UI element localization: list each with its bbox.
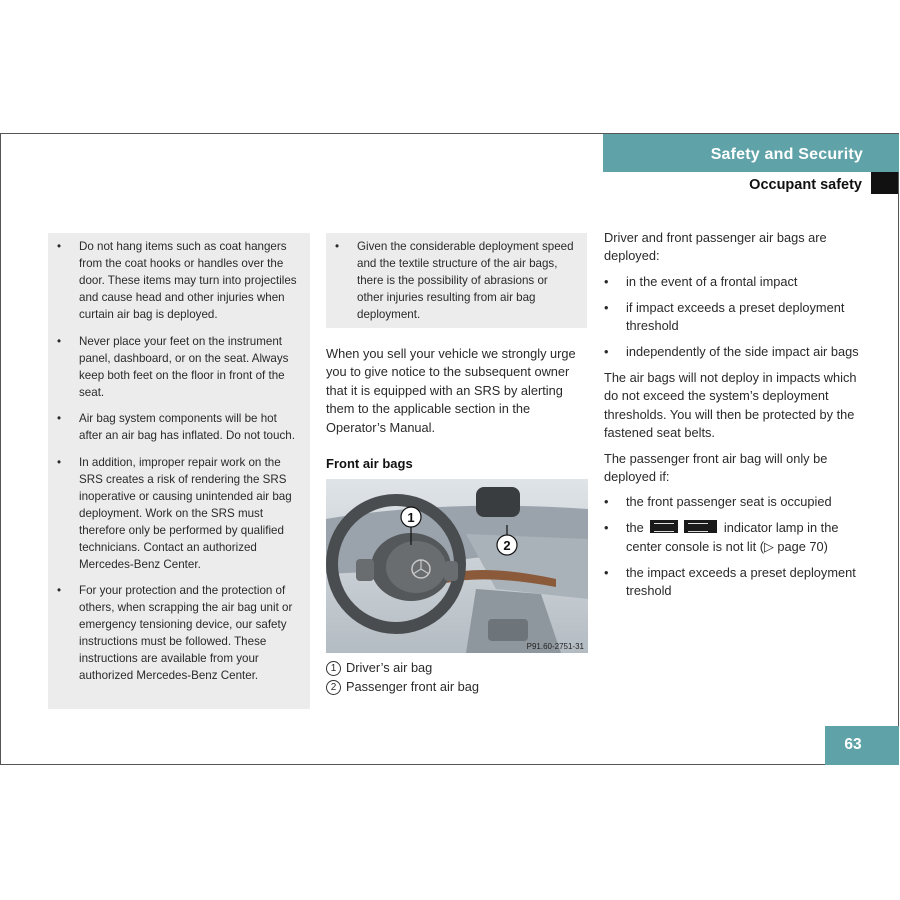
deploy-bullet: • in the event of a frontal impact (604, 273, 866, 291)
deploy-bullet-list (604, 273, 866, 362)
figure-code: P91.60-2751-31 (526, 642, 584, 651)
warning-bullet: • For your protection and the protection of others, when scrapping the air bag unit or emergency tensioning device, our safety instructions must be followed. These instructions are available from your authorized Mercedes-Benz Center. (57, 582, 298, 684)
steering-wheel-figure (326, 479, 588, 653)
warning-bullet-list (326, 233, 587, 323)
caption-text: Driver’s air bag (346, 660, 433, 675)
warning-bullet: • In addition, improper repair work on the SRS creates a risk of rendering the SRS inoperative or causing unintended air bag deployment. Work on the SRS must therefore only be performed by qualified technicians. Contact an authorized Mercedes-Benz Center. (57, 454, 298, 573)
deploy-bullet: • independently of the side impact air bags (604, 343, 866, 361)
caption-text: Passenger front air bag (346, 679, 480, 694)
cockpit-illustration (326, 479, 588, 653)
impact-bullet: • the impact exceeds a preset deployment treshold (604, 564, 866, 601)
page-number-tab (825, 726, 899, 765)
warning-bullet: • Never place your feet on the instrument panel, dashboard, or on the seat. Always keep both feet on the floor in front of the seat. (57, 333, 298, 401)
passenger-airbag-off-lamp-icon (684, 520, 717, 533)
section-header-bar (603, 134, 899, 172)
deployment-column (604, 229, 866, 608)
passenger-paragraph: The passenger front air bag will only be deployed if: (604, 450, 828, 484)
resale-paragraph: When you sell your vehicle we strongly urge you to give notice to the subsequent owner that it is equipped with an SRS by alerting them to the applicable section in the Operator’s Manual. (326, 346, 576, 435)
caption-passenger (326, 677, 479, 696)
caption-driver (326, 658, 479, 677)
deploy-intro: Driver and front passenger air bags are deployed: (604, 230, 827, 264)
lamp-prefix: the (626, 520, 644, 536)
callout-1: 1 (407, 510, 415, 525)
occupied-bullet: • the front passenger seat is occupied (604, 493, 866, 511)
warning-box-left (48, 233, 310, 709)
caption-number: 1 (326, 661, 341, 676)
section-title: Safety and Security (710, 146, 863, 163)
warning-bullet: • Given the considerable deployment speed and the textile structure of the air bags, there is the possibility of abrasions or other injuries resulting from air bag deployment. (335, 238, 577, 323)
deploy-bullet: • if impact exceeds a preset deployment threshold (604, 299, 866, 336)
page-number: 63 (844, 736, 862, 753)
lamp-suffix: indicator lamp in the center console is not lit (▷ page 70) (626, 520, 839, 554)
warning-bullet-list (48, 233, 310, 684)
warning-box-middle (326, 233, 587, 328)
caption-number: 2 (326, 680, 341, 695)
figure-captions (326, 658, 479, 696)
callout-2: 2 (503, 538, 511, 553)
thumb-tab-marker (871, 172, 898, 194)
airbag-off-icon (650, 520, 678, 533)
warning-bullet: • Do not hang items such as coat hangers from the coat hooks or handles over the door. These items may turn into projectiles and cause head and other injuries when curtain air bag is deployed. (57, 238, 298, 323)
front-air-bags-heading: Front air bags (326, 456, 413, 471)
threshold-paragraph: The air bags will not deploy in impacts which do not exceed the system’s deployment thresholds. You will then be protected by the fastened seat belts. (604, 369, 857, 441)
passenger-bullet-list (604, 493, 866, 600)
subsection-title: Occupant safety (749, 177, 862, 193)
lamp-bullet (604, 519, 866, 556)
manual-page (0, 133, 899, 765)
warning-bullet: • Air bag system components will be hot after an air bag has inflated. Do not touch. (57, 410, 298, 444)
